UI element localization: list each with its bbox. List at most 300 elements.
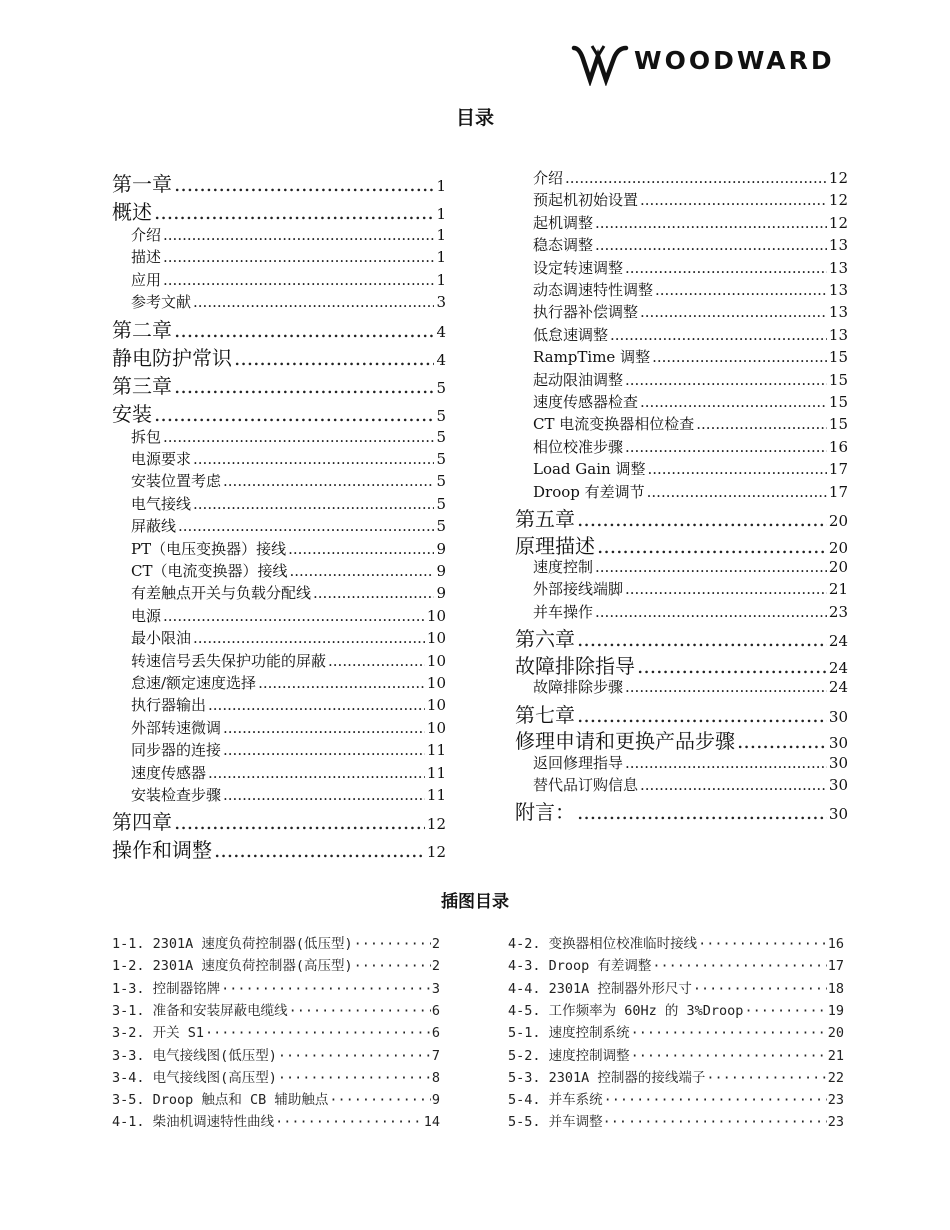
figure-entry[interactable] [508,1044,844,1064]
toc-entry[interactable] [515,623,848,652]
toc-entry-page: 5 [436,494,446,513]
dot-leader [275,1114,423,1130]
toc-entry-page: 20 [828,538,848,557]
toc-entry-label: 描述 [131,248,162,267]
toc-entry[interactable] [131,246,446,267]
toc-entry[interactable] [131,627,446,648]
toc-entry-label: PT（电压变换器）接线 [131,539,287,558]
dot-leader [565,169,827,187]
dot-leader [223,741,425,759]
toc-entry[interactable] [112,314,446,343]
toc-entry-page: 5 [436,472,446,491]
toc-entry-page: 13 [828,303,848,322]
toc-entry[interactable] [533,301,848,322]
toc-entry[interactable] [112,398,446,427]
figure-entry-page: 6 [431,1025,440,1042]
toc-entry-page: 20 [828,558,848,576]
figure-entry-label: 3-5. Droop 触点和 CB 辅助触点 [112,1092,329,1109]
toc-entry-label: 速度控制 [533,558,594,576]
figure-entry-label: 1-3. 控制器铭牌 [112,980,221,997]
toc-entry-label: RampTime 调整 [533,348,651,367]
dot-leader [223,786,425,804]
toc-entry[interactable] [131,448,446,469]
figure-entry-page: 18 [827,980,844,997]
dot-leader [610,326,827,344]
figure-entry-page: 9 [431,1092,440,1109]
dot-leader [174,172,434,196]
toc-entry-label: 最小限油 [131,629,192,648]
toc-entry-label: 参考文献 [131,293,192,312]
dot-leader [288,540,434,558]
toc-entry[interactable] [515,503,848,532]
dot-leader [163,248,434,266]
dot-leader [154,200,434,224]
toc-entry-page: 23 [828,602,848,621]
dot-leader [174,374,434,398]
toc-entry-label: 起机调整 [533,213,594,232]
dot-leader [640,776,827,794]
dot-leader [597,534,827,558]
dot-leader [221,981,431,997]
toc-entry[interactable] [533,481,848,502]
dot-leader [655,281,827,299]
toc-entry[interactable] [131,582,446,603]
toc-entry-label: 静电防护常识 [112,345,232,370]
dot-leader [258,674,425,692]
dot-leader [631,1048,827,1064]
toc-entry-page: 10 [426,629,446,648]
toc-entry-page: 5 [436,450,446,468]
figure-entry-page: 2 [431,936,440,952]
figure-entry[interactable] [112,1110,440,1130]
toc-entry-label: 第五章 [515,507,575,531]
toc-entry-page: 10 [426,674,446,692]
dot-leader [174,810,425,834]
dot-leader [354,936,431,952]
toc-entry[interactable] [131,650,446,671]
toc-entry-label: 安装检查步骤 [131,786,222,804]
toc-entry[interactable] [131,560,446,581]
toc-entry[interactable] [533,391,848,412]
figure-entry-page: 16 [827,936,844,952]
toc-entry-page: 5 [436,406,446,425]
toc-entry-label: 转速信号丢失保护功能的屏蔽 [131,651,327,670]
dot-leader [313,584,434,602]
toc-entry-page: 10 [426,696,446,715]
figure-entry-label: 4-4. 2301A 控制器外形尺寸 [508,980,692,997]
toc-entry[interactable] [533,167,848,188]
toc-entry-label: 动态调速特性调整 [533,281,654,299]
toc-entry-page: 13 [828,236,848,255]
figure-entry-page: 6 [431,1002,440,1019]
toc-entry-label: 执行器输出 [131,696,207,715]
toc-entry-label: 电源 [131,606,162,625]
toc-entry[interactable] [533,257,848,278]
toc-entry-label: CT（电流变换器）接线 [131,562,288,580]
toc-entry[interactable] [131,605,446,626]
toc-entry-page: 24 [828,678,848,697]
dot-leader [278,1048,431,1064]
dot-leader [577,627,827,651]
toc-entry[interactable] [112,196,446,225]
dot-leader [193,293,434,311]
toc-entry-page: 30 [828,753,848,772]
toc-entry-label: CT 电流变换器相位检查 [533,415,695,434]
figure-entry-label: 3-2. 开关 S1 [112,1025,205,1042]
toc-entry-page: 11 [426,763,446,782]
toc-entry-page: 15 [828,348,848,367]
toc-entry[interactable] [131,224,446,245]
toc-entry-label: 安装 [112,401,152,426]
toc-entry[interactable] [533,234,848,255]
figure-entry[interactable] [508,999,844,1019]
toc-entry-label: 修理申请和更换产品步骤 [515,729,735,754]
figure-entry-page: 8 [431,1069,440,1086]
dot-leader [577,800,827,824]
toc-entry-page: 4 [436,322,446,341]
toc-entry-page: 1 [436,177,446,195]
figure-entry[interactable] [508,1110,844,1130]
dot-leader [625,371,827,389]
dot-leader [223,472,434,490]
toc-entry[interactable] [112,370,446,399]
toc-entry-label: 外部接线端脚 [533,580,624,599]
figure-entry-label: 4-1. 柴油机调速特性曲线 [112,1114,275,1131]
figure-entry-label: 5-1. 速度控制系统 [508,1025,630,1042]
dot-leader [706,1070,826,1086]
dot-leader [631,1025,827,1041]
toc-entry-page: 30 [828,707,848,726]
toc-entry-label: 第六章 [515,627,575,652]
toc-entry[interactable] [533,752,848,773]
toc-entry-page: 3 [436,293,446,312]
dot-leader [625,678,827,696]
dot-leader [595,214,827,232]
toc-entry[interactable] [515,530,848,559]
figure-entry-label: 1-1. 2301A 速度负荷控制器(低压型) [112,936,353,952]
toc-entry[interactable] [533,601,848,622]
toc-entry-label: 电源要求 [131,450,192,468]
figure-entry-label: 3-4. 电气接线图(高压型) [112,1069,277,1086]
toc-entry-label: 同步器的连接 [131,741,222,760]
woodward-logo [570,42,860,86]
toc-entry-label: 应用 [131,270,162,289]
toc-entry-label: 拆包 [131,427,162,446]
toc-entry-page: 9 [436,562,446,580]
toc-entry[interactable] [131,694,446,715]
dot-leader [647,460,826,478]
dot-leader [163,428,434,446]
dot-leader [208,696,425,714]
toc-entry[interactable] [533,436,848,457]
toc-entry-label: 外部转速微调 [131,718,222,737]
toc-entry-label: 介绍 [533,169,564,187]
figure-entry[interactable] [112,1044,440,1064]
dot-leader [652,958,826,974]
dot-leader [698,936,827,952]
toc-entry-label: 安装位置考虑 [131,472,222,491]
dot-leader [640,191,827,209]
figure-entry-page: 20 [827,1025,844,1042]
toc-title: 目录 [455,107,494,129]
toc-entry[interactable] [533,578,848,599]
figure-entry-label: 4-3. Droop 有差调整 [508,958,652,975]
toc-entry-label: Droop 有差调节 [533,482,645,501]
toc-entry-page: 12 [828,169,848,187]
toc-entry[interactable] [533,676,848,697]
dot-leader [174,318,434,342]
dot-leader [647,483,827,501]
toc-entry-label: 怠速/额定速度选择 [131,674,257,692]
toc-entry[interactable] [131,717,446,738]
dot-leader [193,495,434,513]
dot-leader [595,603,827,621]
figure-entry-label: 5-4. 并车系统 [508,1092,603,1109]
figure-entry-page: 23 [827,1114,844,1131]
toc-entry-page: 10 [426,651,446,670]
toc-entry-page: 17 [828,460,848,479]
toc-entry[interactable] [131,762,446,783]
toc-entry[interactable] [131,493,446,514]
dot-leader [577,507,827,531]
figure-entry-label: 5-5. 并车调整··· [508,1114,628,1131]
toc-entry[interactable] [112,342,446,371]
dot-leader [354,958,431,974]
toc-entry[interactable] [515,650,848,679]
toc-entry[interactable] [131,426,446,447]
toc-entry-label: 返回修理指导 [533,753,624,772]
dot-leader [163,271,434,289]
toc-entry-page: 9 [436,584,446,603]
toc-entry[interactable] [533,279,848,300]
toc-entry-label: 第七章 [515,702,575,727]
toc-entry-page: 1 [436,270,446,289]
figure-entry-label: 4-2. 变换器相位校准临时接线 [508,936,698,952]
brand-name: WOODWARD [634,46,835,75]
dot-leader [163,226,434,244]
toc-entry-label: 故障排除指导 [515,653,635,678]
toc-entry-page: 5 [436,378,446,397]
dot-leader [214,838,425,862]
dot-leader [178,517,434,535]
dot-leader [604,1092,827,1108]
toc-entry-label: 并车操作 [533,602,594,621]
toc-entry-page: 4 [436,350,446,369]
toc-entry-page: 5 [436,517,446,536]
figure-entry[interactable] [508,954,844,974]
toc-entry-page: 30 [828,776,848,794]
toc-entry[interactable] [515,796,848,825]
figure-entry[interactable] [508,1088,844,1108]
toc-entry-page: 5 [436,427,446,446]
toc-entry[interactable] [131,784,446,805]
figure-entry-page: 21 [827,1047,844,1064]
toc-entry-label: 起动限油调整 [533,370,624,389]
dot-leader [328,652,425,670]
toc-entry-label: 介绍 [131,226,162,244]
toc-entry-label: 附言： [515,800,575,825]
toc-entry-label: 替代品订购信息 [533,776,639,794]
figure-list-title: 插图目录 [441,892,509,912]
toc-entry-page: 13 [828,281,848,299]
dot-leader [625,438,827,456]
toc-entry-page: 13 [828,258,848,277]
toc-entry[interactable] [112,834,446,863]
toc-entry[interactable] [533,774,848,795]
dot-leader [595,558,827,576]
toc-entry-page: 12 [828,213,848,232]
figure-entry-page: 22 [827,1069,844,1086]
toc-entry-label: 预起机初始设置 [533,191,639,210]
toc-entry-label: Load Gain 调整 [533,460,646,479]
toc-entry-page: 30 [828,805,848,824]
toc-entry[interactable] [533,212,848,233]
dot-leader [234,346,434,370]
dot-leader [640,303,827,321]
figure-entry[interactable] [112,954,440,974]
toc-entry[interactable] [131,538,446,559]
dot-leader [628,1114,827,1130]
toc-entry[interactable] [533,556,848,577]
toc-entry-page: 12 [828,191,848,210]
toc-entry-label: 原理描述 [515,533,595,558]
toc-entry-page: 21 [828,580,848,599]
toc-entry-label: 第四章 [112,810,172,835]
toc-entry-page: 24 [828,632,848,651]
figure-entry-page: 19 [827,1002,844,1019]
toc-entry-page: 13 [828,325,848,344]
toc-entry-page: 15 [828,393,848,411]
toc-entry-page: 1 [436,226,446,244]
dot-leader [652,348,827,366]
dot-leader [577,703,827,727]
dot-leader [640,393,827,411]
toc-entry-label: 屏蔽线 [131,517,177,536]
toc-entry-label: 第二章 [112,317,172,342]
toc-entry[interactable] [112,168,446,197]
figure-entry[interactable] [112,1021,440,1041]
toc-entry-page: 10 [426,606,446,625]
toc-entry[interactable] [533,413,848,434]
figure-entry[interactable] [508,932,844,952]
dot-leader [637,654,827,678]
dot-leader [329,1092,430,1108]
figure-entry-label: 5-3. 2301A 控制器的接线端子 [508,1069,706,1086]
figure-entry-label: 3-1. 准备和安装屏蔽电缆线 [112,1002,288,1019]
toc-entry-label: 操作和调整 [112,838,212,863]
toc-entry-label: 设定转速调整 [533,258,624,277]
toc-entry[interactable] [131,291,446,312]
toc-entry[interactable] [131,515,446,536]
dot-leader [205,1025,431,1041]
toc-entry[interactable] [112,806,446,835]
toc-entry[interactable] [131,269,446,290]
toc-entry[interactable] [533,189,848,210]
toc-entry-page: 15 [828,370,848,389]
toc-entry-page: 15 [828,415,848,434]
dot-leader [154,402,434,426]
dot-leader [595,236,827,254]
toc-entry-label: 故障排除步骤 [533,678,624,697]
toc-entry[interactable] [533,458,848,479]
toc-entry[interactable] [533,369,848,390]
toc-entry-label: 有差触点开关与负载分配线 [131,584,312,603]
dot-leader [696,415,827,433]
toc-entry-label: 相位校准步骤 [533,437,624,456]
toc-entry-label: 稳态调整 [533,236,594,255]
dot-leader [625,580,827,598]
dot-leader [693,981,827,997]
figure-entry-page: 23 [827,1092,844,1109]
toc-entry-page: 11 [426,786,446,804]
dot-leader [625,259,827,277]
dot-leader [193,450,434,468]
figure-entry-page: 7 [431,1047,440,1064]
toc-entry-label: 低怠速调整 [533,325,609,344]
dot-leader [223,719,425,737]
toc-entry[interactable] [533,346,848,367]
figure-entry[interactable] [112,932,440,952]
toc-entry[interactable] [131,739,446,760]
toc-entry[interactable] [131,470,446,491]
figure-entry-page: 2 [431,958,440,975]
toc-entry-label: 第三章 [112,373,172,398]
dot-leader [737,729,827,753]
toc-entry-label: 概述 [112,200,152,224]
dot-leader [289,1003,431,1019]
toc-entry-label: 第一章 [112,172,172,196]
figure-entry-page: 3 [431,980,440,997]
toc-entry-label: 执行器补偿调整 [533,303,639,322]
toc-entry-page: 20 [828,512,848,530]
figure-entry[interactable] [508,977,844,997]
dot-leader [744,1003,826,1019]
toc-entry-page: 9 [436,539,446,558]
toc-entry-page: 10 [426,718,446,737]
toc-entry-page: 30 [828,734,848,753]
figure-entry[interactable] [112,999,440,1019]
dot-leader [208,764,425,782]
toc-entry-page: 1 [436,205,446,223]
toc-entry[interactable] [131,672,446,693]
dot-leader [193,629,425,647]
figure-entry[interactable] [508,1066,844,1086]
figure-entry[interactable] [112,1088,440,1108]
toc-entry-label: 速度传感器 [131,763,207,782]
toc-entry-label: 速度传感器检查 [533,393,639,411]
figure-entry[interactable] [112,1066,440,1086]
toc-entry-page: 16 [828,437,848,456]
toc-entry[interactable] [515,725,848,754]
toc-entry-page: 12 [426,843,446,862]
toc-entry[interactable] [533,324,848,345]
figure-entry-page: 14 [423,1114,440,1131]
toc-entry-page: 11 [426,741,446,760]
figure-entry[interactable] [508,1021,844,1041]
figure-entry-label: 5-2. 速度控制调整 [508,1047,630,1064]
figure-entry-label: 3-3. 电气接线图(低压型) [112,1047,277,1064]
toc-entry-page: 17 [828,482,848,501]
toc-entry-page: 24 [828,658,848,677]
dot-leader [289,562,434,580]
toc-entry[interactable] [515,699,848,728]
toc-entry-page: 12 [426,815,446,834]
figure-entry-page: 17 [827,958,844,975]
woodward-w-icon [570,42,630,86]
figure-entry[interactable] [112,977,440,997]
toc-entry-page: 1 [436,248,446,267]
toc-entry-label: 电气接线 [131,494,192,513]
